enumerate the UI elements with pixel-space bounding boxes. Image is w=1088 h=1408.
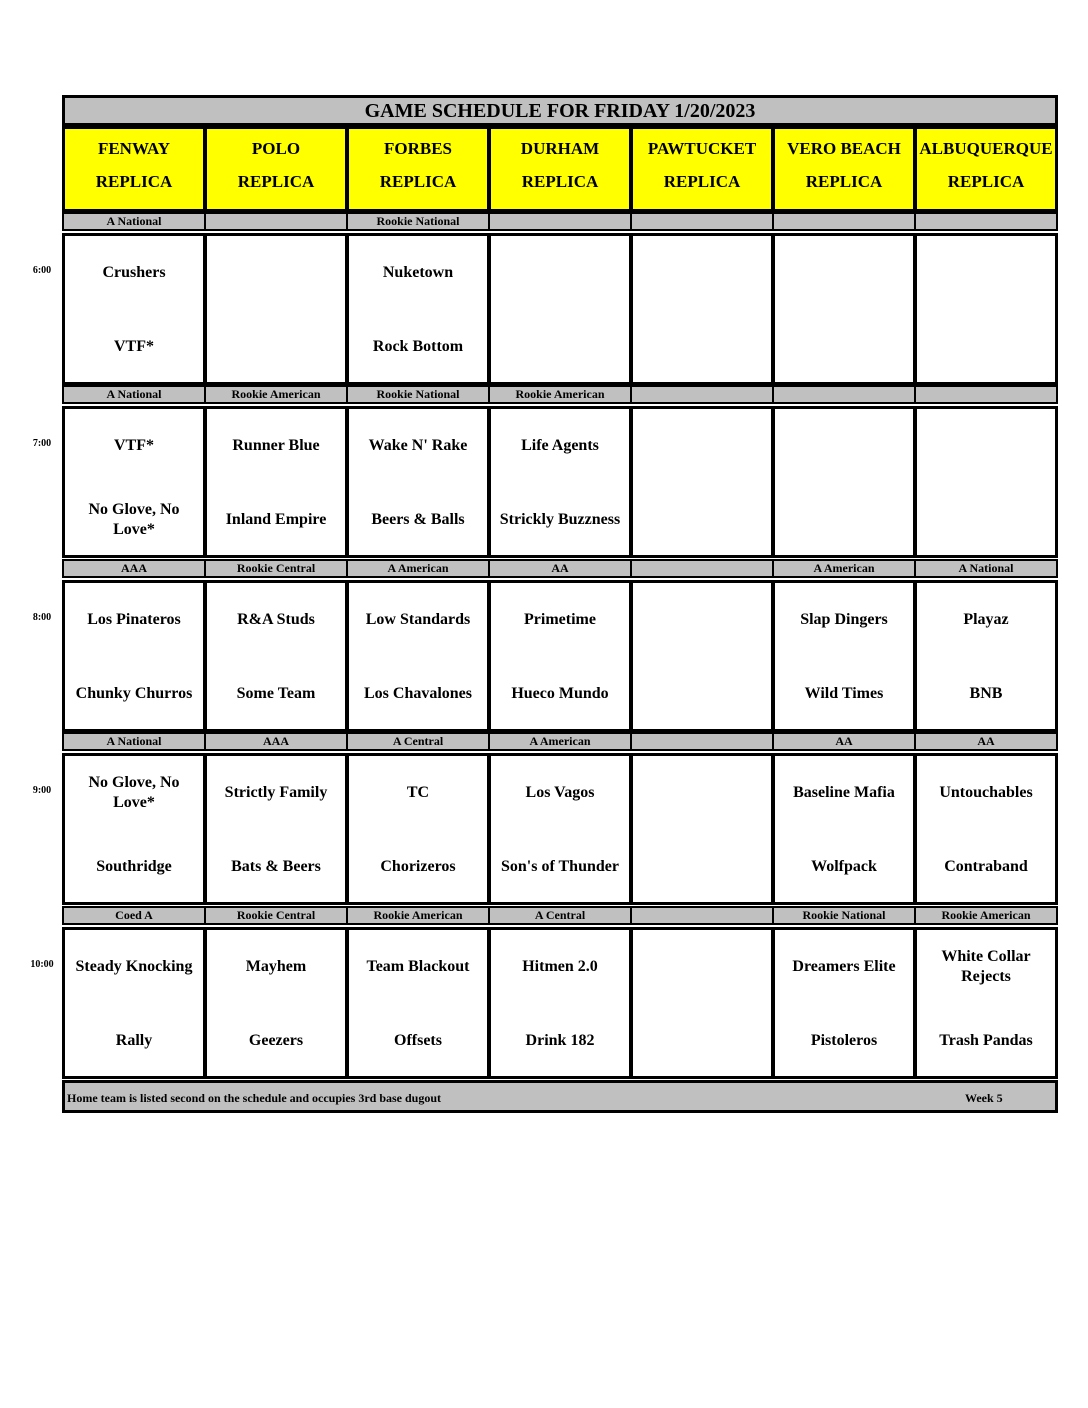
away-team xyxy=(207,250,345,296)
field-subtitle: REPLICA xyxy=(95,172,173,191)
away-team xyxy=(491,250,629,296)
away-team xyxy=(633,250,771,296)
field-header-1 xyxy=(204,126,348,212)
division-label: A National xyxy=(914,559,1058,578)
home-team xyxy=(633,324,771,370)
game-cell xyxy=(346,406,490,558)
home-team: Chorizeros xyxy=(380,858,456,875)
game-cell xyxy=(204,406,348,558)
field-header-2 xyxy=(346,126,490,212)
home-team: VTF* xyxy=(114,338,154,355)
field-subtitle: REPLICA xyxy=(237,172,315,191)
game-cell xyxy=(772,406,916,558)
game-cell xyxy=(204,927,348,1079)
away-team: No Glove, No Love* xyxy=(88,774,180,811)
division-label xyxy=(630,732,774,751)
game-cell xyxy=(488,753,632,905)
away-team: Los Vagos xyxy=(525,784,595,801)
field-name: PAWTUCKET xyxy=(647,139,757,158)
game-cell xyxy=(488,580,632,732)
field-name: DURHAM xyxy=(520,139,600,158)
away-team: Steady Knocking xyxy=(75,958,193,975)
division-label: A American xyxy=(346,559,490,578)
game-cell xyxy=(488,233,632,385)
home-team xyxy=(491,324,629,370)
away-team: Mayhem xyxy=(245,958,307,975)
game-cell xyxy=(630,406,774,558)
field-subtitle: REPLICA xyxy=(663,172,741,191)
game-cell xyxy=(772,753,916,905)
game-cell xyxy=(772,580,916,732)
home-team: Son's of Thunder xyxy=(501,858,619,875)
division-label xyxy=(630,212,774,231)
home-team: Chunky Churros xyxy=(75,685,193,702)
division-label xyxy=(772,385,916,404)
game-cell xyxy=(346,233,490,385)
footer-week: Week 5 xyxy=(965,1091,1003,1105)
home-team: Bats & Beers xyxy=(231,858,321,875)
away-team: Playaz xyxy=(963,611,1009,628)
game-cell xyxy=(204,580,348,732)
division-label: A American xyxy=(772,559,916,578)
field-name: POLO xyxy=(251,139,301,158)
away-team: Strictly Family xyxy=(224,784,328,801)
home-team: Hueco Mundo xyxy=(511,685,609,702)
home-team xyxy=(633,1018,771,1064)
home-team: BNB xyxy=(969,685,1003,702)
division-label xyxy=(630,906,774,925)
away-team: Slap Dingers xyxy=(800,611,888,628)
field-subtitle: REPLICA xyxy=(521,172,599,191)
division-label: Rookie Central xyxy=(204,906,348,925)
away-team: Life Agents xyxy=(521,437,599,454)
away-team: Untouchables xyxy=(939,784,1033,801)
field-subtitle: REPLICA xyxy=(947,172,1025,191)
division-label xyxy=(914,385,1058,404)
field-subtitle: REPLICA xyxy=(805,172,883,191)
home-team: Some Team xyxy=(236,685,316,702)
home-team: Wild Times xyxy=(804,685,884,702)
field-header-5 xyxy=(772,126,916,212)
home-team: Offsets xyxy=(394,1032,442,1049)
home-team: Contraband xyxy=(944,858,1028,875)
schedule-title: GAME SCHEDULE FOR FRIDAY 1/20/2023 xyxy=(62,95,1058,126)
away-team: Primetime xyxy=(524,611,596,628)
home-team xyxy=(633,671,771,717)
game-cell xyxy=(772,927,916,1079)
home-team: Geezers xyxy=(248,1032,304,1049)
division-label xyxy=(488,212,632,231)
home-team: Southridge xyxy=(96,858,172,875)
time-label: 8:00 xyxy=(32,612,52,623)
away-team: Low Standards xyxy=(365,611,471,628)
division-label: A Central xyxy=(346,732,490,751)
division-label: AA xyxy=(772,732,916,751)
game-cell xyxy=(62,406,206,558)
game-cell xyxy=(630,233,774,385)
division-label: Rookie American xyxy=(346,906,490,925)
division-label xyxy=(772,212,916,231)
division-label: A American xyxy=(488,732,632,751)
field-subtitle: REPLICA xyxy=(379,172,457,191)
away-team: Dreamers Elite xyxy=(792,958,896,975)
game-cell xyxy=(914,927,1058,1079)
division-label: AA xyxy=(488,559,632,578)
away-team: Wake N' Rake xyxy=(368,437,468,454)
away-team: Los Pinateros xyxy=(87,611,181,628)
field-name: FORBES xyxy=(383,139,453,158)
division-label: AA xyxy=(914,732,1058,751)
game-cell xyxy=(772,233,916,385)
away-team xyxy=(633,944,771,990)
away-team: Team Blackout xyxy=(366,958,470,975)
game-cell xyxy=(914,233,1058,385)
game-cell xyxy=(204,753,348,905)
away-team: TC xyxy=(406,784,430,801)
schedule-table xyxy=(62,95,1058,1115)
game-cell xyxy=(204,233,348,385)
field-header-3 xyxy=(488,126,632,212)
field-name: VERO BEACH xyxy=(787,139,901,158)
time-label: 6:00 xyxy=(32,265,52,276)
away-team xyxy=(633,597,771,643)
game-cell xyxy=(62,233,206,385)
home-team: Pistoleros xyxy=(810,1032,878,1049)
home-team xyxy=(207,324,345,370)
division-label xyxy=(914,212,1058,231)
game-cell xyxy=(62,927,206,1079)
division-label: A National xyxy=(62,385,206,404)
time-label: 9:00 xyxy=(32,785,52,796)
division-label: AAA xyxy=(204,732,348,751)
home-team: Wolfpack xyxy=(811,858,877,875)
game-cell xyxy=(914,580,1058,732)
division-label: Rookie American xyxy=(488,385,632,404)
game-cell xyxy=(346,927,490,1079)
schedule-footer xyxy=(62,1080,1058,1113)
home-team xyxy=(633,844,771,890)
time-label: 10:00 xyxy=(30,959,54,970)
home-team xyxy=(775,497,913,543)
away-team: VTF* xyxy=(114,437,154,454)
field-header-4 xyxy=(630,126,774,212)
away-team xyxy=(917,423,1055,469)
game-cell xyxy=(630,753,774,905)
home-team xyxy=(917,324,1055,370)
division-label: A Central xyxy=(488,906,632,925)
home-team: Inland Empire xyxy=(225,511,327,528)
field-name: FENWAY xyxy=(97,139,171,158)
division-label xyxy=(630,385,774,404)
division-label: Coed A xyxy=(62,906,206,925)
home-team: Rally xyxy=(115,1032,153,1049)
division-label: Rookie National xyxy=(346,385,490,404)
away-team: Baseline Mafia xyxy=(793,784,895,801)
game-cell xyxy=(346,753,490,905)
field-name: ALBUQUERQUE xyxy=(919,139,1053,158)
away-team: Crushers xyxy=(102,264,166,281)
away-team xyxy=(775,250,913,296)
time-label: 7:00 xyxy=(32,438,52,449)
game-cell xyxy=(488,927,632,1079)
division-label xyxy=(630,559,774,578)
away-team xyxy=(917,250,1055,296)
home-team: Beers & Balls xyxy=(371,511,465,528)
away-team: R&A Studs xyxy=(237,611,315,628)
game-cell xyxy=(630,580,774,732)
division-label: Rookie National xyxy=(346,212,490,231)
division-label: Rookie National xyxy=(772,906,916,925)
away-team: White Collar Rejects xyxy=(941,948,1031,985)
field-header-6 xyxy=(914,126,1058,212)
division-label: Rookie American xyxy=(204,385,348,404)
away-team: Hitmen 2.0 xyxy=(522,958,598,975)
game-cell xyxy=(62,753,206,905)
away-team xyxy=(633,423,771,469)
away-team xyxy=(775,423,913,469)
game-cell xyxy=(62,580,206,732)
game-cell xyxy=(914,406,1058,558)
home-team xyxy=(633,497,771,543)
division-label: Rookie Central xyxy=(204,559,348,578)
home-team: No Glove, No Love* xyxy=(88,501,180,538)
field-header-0 xyxy=(62,126,206,212)
division-label: AAA xyxy=(62,559,206,578)
game-cell xyxy=(630,927,774,1079)
home-team: Los Chavalones xyxy=(363,685,473,702)
home-team xyxy=(917,497,1055,543)
game-cell xyxy=(914,753,1058,905)
game-cell xyxy=(346,580,490,732)
division-label: A National xyxy=(62,212,206,231)
division-label: A National xyxy=(62,732,206,751)
home-team: Drink 182 xyxy=(525,1032,595,1049)
away-team xyxy=(633,770,771,816)
division-label: Rookie American xyxy=(914,906,1058,925)
footer-note: Home team is listed second on the schedule and occupies 3rd base dugout xyxy=(67,1091,442,1105)
away-team: Nuketown xyxy=(382,264,454,281)
away-team: Runner Blue xyxy=(232,437,320,454)
game-cell xyxy=(488,406,632,558)
home-team: Rock Bottom xyxy=(372,338,464,355)
home-team xyxy=(775,324,913,370)
home-team: Trash Pandas xyxy=(939,1032,1033,1049)
division-label xyxy=(204,212,348,231)
home-team: Strickly Buzzness xyxy=(499,511,621,528)
